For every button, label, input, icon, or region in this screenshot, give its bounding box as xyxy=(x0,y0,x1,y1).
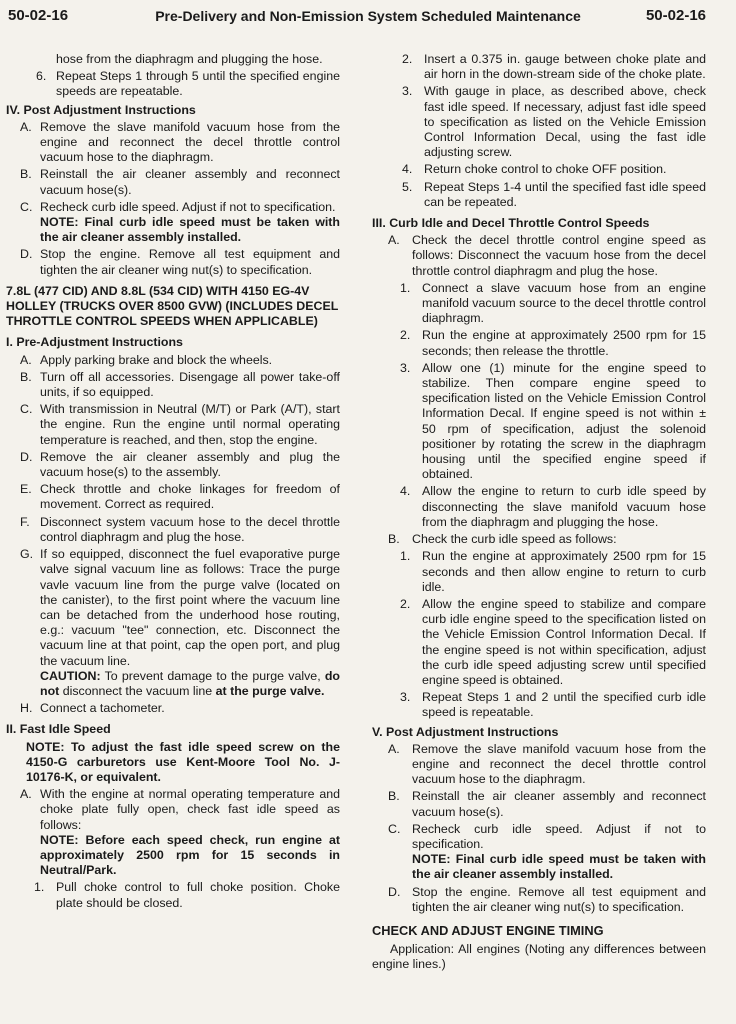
ii-step-4: 4. Return choke control to choke OFF position. xyxy=(402,162,667,177)
iv-item-d: D. Stop the engine. Remove all test equipment and tighten the air cleaner wing nut(s) to specification. xyxy=(20,247,340,277)
section-title-7-8l: 7.8L (477 CID) AND 8.8L (534 CID) WITH 4150 EG-4V HOLLEY (TRUCKS OVER 8500 GVW) (INCLUDES DECEL THROTTLE CONTROL SPEEDS WHEN APPLICABLE) xyxy=(6,283,339,329)
v-note: NOTE: Final curb idle speed must be taken with the air cleaner assembly installed. xyxy=(412,852,706,882)
iv-item-a: A. Remove the slave manifold vacuum hose from the engine and reconnect the decel throttle control vacuum hose to the diaphragm. xyxy=(20,119,340,165)
iii-a-step-1: 1. Connect a slave vacuum hose from an engine manifold vacuum source to the decel throttle control diaphragm. xyxy=(400,280,706,326)
page-header xyxy=(0,4,736,30)
v-item-a: A. Remove the slave manifold vacuum hose from the engine and reconnect the decel throttle control vacuum hose to the diaphragm. xyxy=(388,741,706,787)
ii-step-5: 5. Repeat Steps 1-4 until the specified fast idle speed can be repeated. xyxy=(402,179,706,209)
step-6: 6. Repeat Steps 1 through 5 until the specified engine speeds are repeatable. xyxy=(36,69,340,99)
section-iii-heading: III. Curb Idle and Decel Throttle Control Speeds xyxy=(372,216,650,231)
i-item-e: E. Check throttle and choke linkages for freedom of movement. Correct as required. xyxy=(20,482,340,512)
iii-b-step-1: 1. Run the engine at approximately 2500 rpm for 15 seconds and then allow engine to return to curb idle. xyxy=(400,549,706,594)
page-title: Pre-Delivery and Non-Emission System Scheduled Maintenance xyxy=(155,8,581,24)
ii-note: NOTE: To adjust the fast idle speed screw on the 4150-G carburetors use Kent-Moore Tool No. J-10176-K, or equivalent. xyxy=(26,739,340,784)
ii-step-1: 1. Pull choke control to full choke position. Choke plate should be closed. xyxy=(34,880,340,910)
iii-b-step-2: 2. Allow the engine speed to stabilize and compare curb idle engine speed to the specification listed on the Vehicle Emission Control Information Decal. If the engine speed is not within specification, adjust the curb idle speed adjusting screw until specified engine speed is obtained. xyxy=(400,596,706,687)
iii-item-a: A. Check the decel throttle control engine speed as follows: Disconnect the vacuum hose from the decel throttle control diaphragm and plug the hose. xyxy=(388,233,706,278)
section-i-heading: I. Pre-Adjustment Instructions xyxy=(6,335,183,350)
page-number-left: 50-02-16 xyxy=(8,7,69,24)
iii-b-step-3: 3. Repeat Steps 1 and 2 until the specified curb idle speed is repeatable. xyxy=(400,690,706,720)
i-item-d: D. Remove the air cleaner assembly and plug the vacuum hose(s) to the assembly. xyxy=(20,449,340,480)
left-column xyxy=(6,52,340,913)
i-item-g: G. If so equipped, disconnect the fuel evaporative purge valve signal vacuum line as follows: Trace the purge vavle vacuum line from the purge valve (located on the canister), to the first point where the vacuum line can be detached from the underhood hose routing, e.g.: vacuum "tee" connection, etc. Disconnect the vacuum line at that point, cap the open port, and plug the vacuum line. CAUTION: To prevent damage to the purge valve, do not disconnect the vacuum line at the purge valve. xyxy=(20,547,340,698)
step-5-continuation: hose from the diaphragm and plugging the hose. xyxy=(56,52,323,66)
i-item-c: C. With transmission in Neutral (M/T) or Park (A/T), start the engine. Run the engine until normal operating temperature is reached, and then, stop the engine. xyxy=(20,402,340,447)
timing-application: Application: All engines (Noting any differences between engine lines.) xyxy=(372,942,706,972)
page-number-right: 50-02-16 xyxy=(645,7,706,24)
timing-heading: CHECK AND ADJUST ENGINE TIMING xyxy=(372,922,604,938)
section-ii-heading: II. Fast Idle Speed xyxy=(6,722,111,737)
i-caution: CAUTION: To prevent damage to the purge valve, do not disconnect the vacuum line at the purge valve. xyxy=(40,668,340,698)
i-item-b: B. Turn off all accessories. Disengage all power take-off units, if so equipped. xyxy=(20,369,340,400)
iv-item-c: C. Recheck curb idle speed. Adjust if not to specification. NOTE: Final curb idle speed must be taken with the air cleaner assembly installed. xyxy=(20,199,340,245)
iii-a-step-2: 2. Run the engine at approximately 2500 rpm for 15 seconds; then release the throttle. xyxy=(400,328,706,358)
right-column xyxy=(372,52,706,975)
section-v-heading: V. Post Adjustment Instructions xyxy=(372,724,559,739)
i-item-h: H. Connect a tachometer. xyxy=(20,701,165,716)
iii-a-step-4: 4. Allow the engine to return to curb idle speed by disconnecting the slave manifold vacuum hose from the diaphragm and plugging the hose. xyxy=(400,484,706,529)
i-item-a: A. Apply parking brake and block the wheels. xyxy=(20,352,273,367)
section-iv-heading: IV. Post Adjustment Instructions xyxy=(6,102,196,117)
iv-item-b: B. Reinstall the air cleaner assembly and reconnect vacuum hose(s). xyxy=(20,167,340,197)
i-item-f: F. Disconnect system vacuum hose to the decel throttle control diaphragm and plug the hose. xyxy=(20,514,340,544)
iv-note: NOTE: Final curb idle speed must be taken with the air cleaner assembly installed. xyxy=(40,215,340,245)
iii-a-step-3: 3. Allow one (1) minute for the engine speed to stabilize. Then compare engine speed to specification listed on the Vehicle Emission Control Information Decal. If engine speed is not within ± 50 rpm of specification, adjust the solenoid positioner by rotating the screw in the diaphragm housing until the specified engine speed if obtained. xyxy=(400,360,706,482)
ii-step-2: 2. Insert a 0.375 in. gauge between choke plate and air horn in the down-stream side of the choke plate. xyxy=(402,52,706,82)
v-item-b: B. Reinstall the air cleaner assembly and reconnect vacuum hose(s). xyxy=(388,789,706,819)
ii-a-note: NOTE: Before each speed check, run engine at approximately 2500 rpm for 15 seconds in Neutral/Park. xyxy=(40,832,340,878)
ii-step-3: 3. With gauge in place, as described above, check fast idle speed. If necessary, adjust fast idle speed to specification as listed on the Vehicle Emission Control Information Decal, using the fast idle adjusting screw. xyxy=(402,84,706,160)
ii-item-a: A. With the engine at normal operating temperature and choke plate fully open, check fast idle speed as follows: NOTE: Before each speed check, run engine at approximately 2500 rpm for 15 seconds in Neutral/Park. xyxy=(20,787,340,878)
v-item-c: C. Recheck curb idle speed. Adjust if not to specification. NOTE: Final curb idle speed must be taken with the air cleaner assembly installed. xyxy=(388,821,706,882)
v-item-d: D. Stop the engine. Remove all test equipment and tighten the air cleaner wing nut(s) to specification. xyxy=(388,884,706,914)
iii-item-b: B. Check the curb idle speed as follows: xyxy=(388,532,617,547)
